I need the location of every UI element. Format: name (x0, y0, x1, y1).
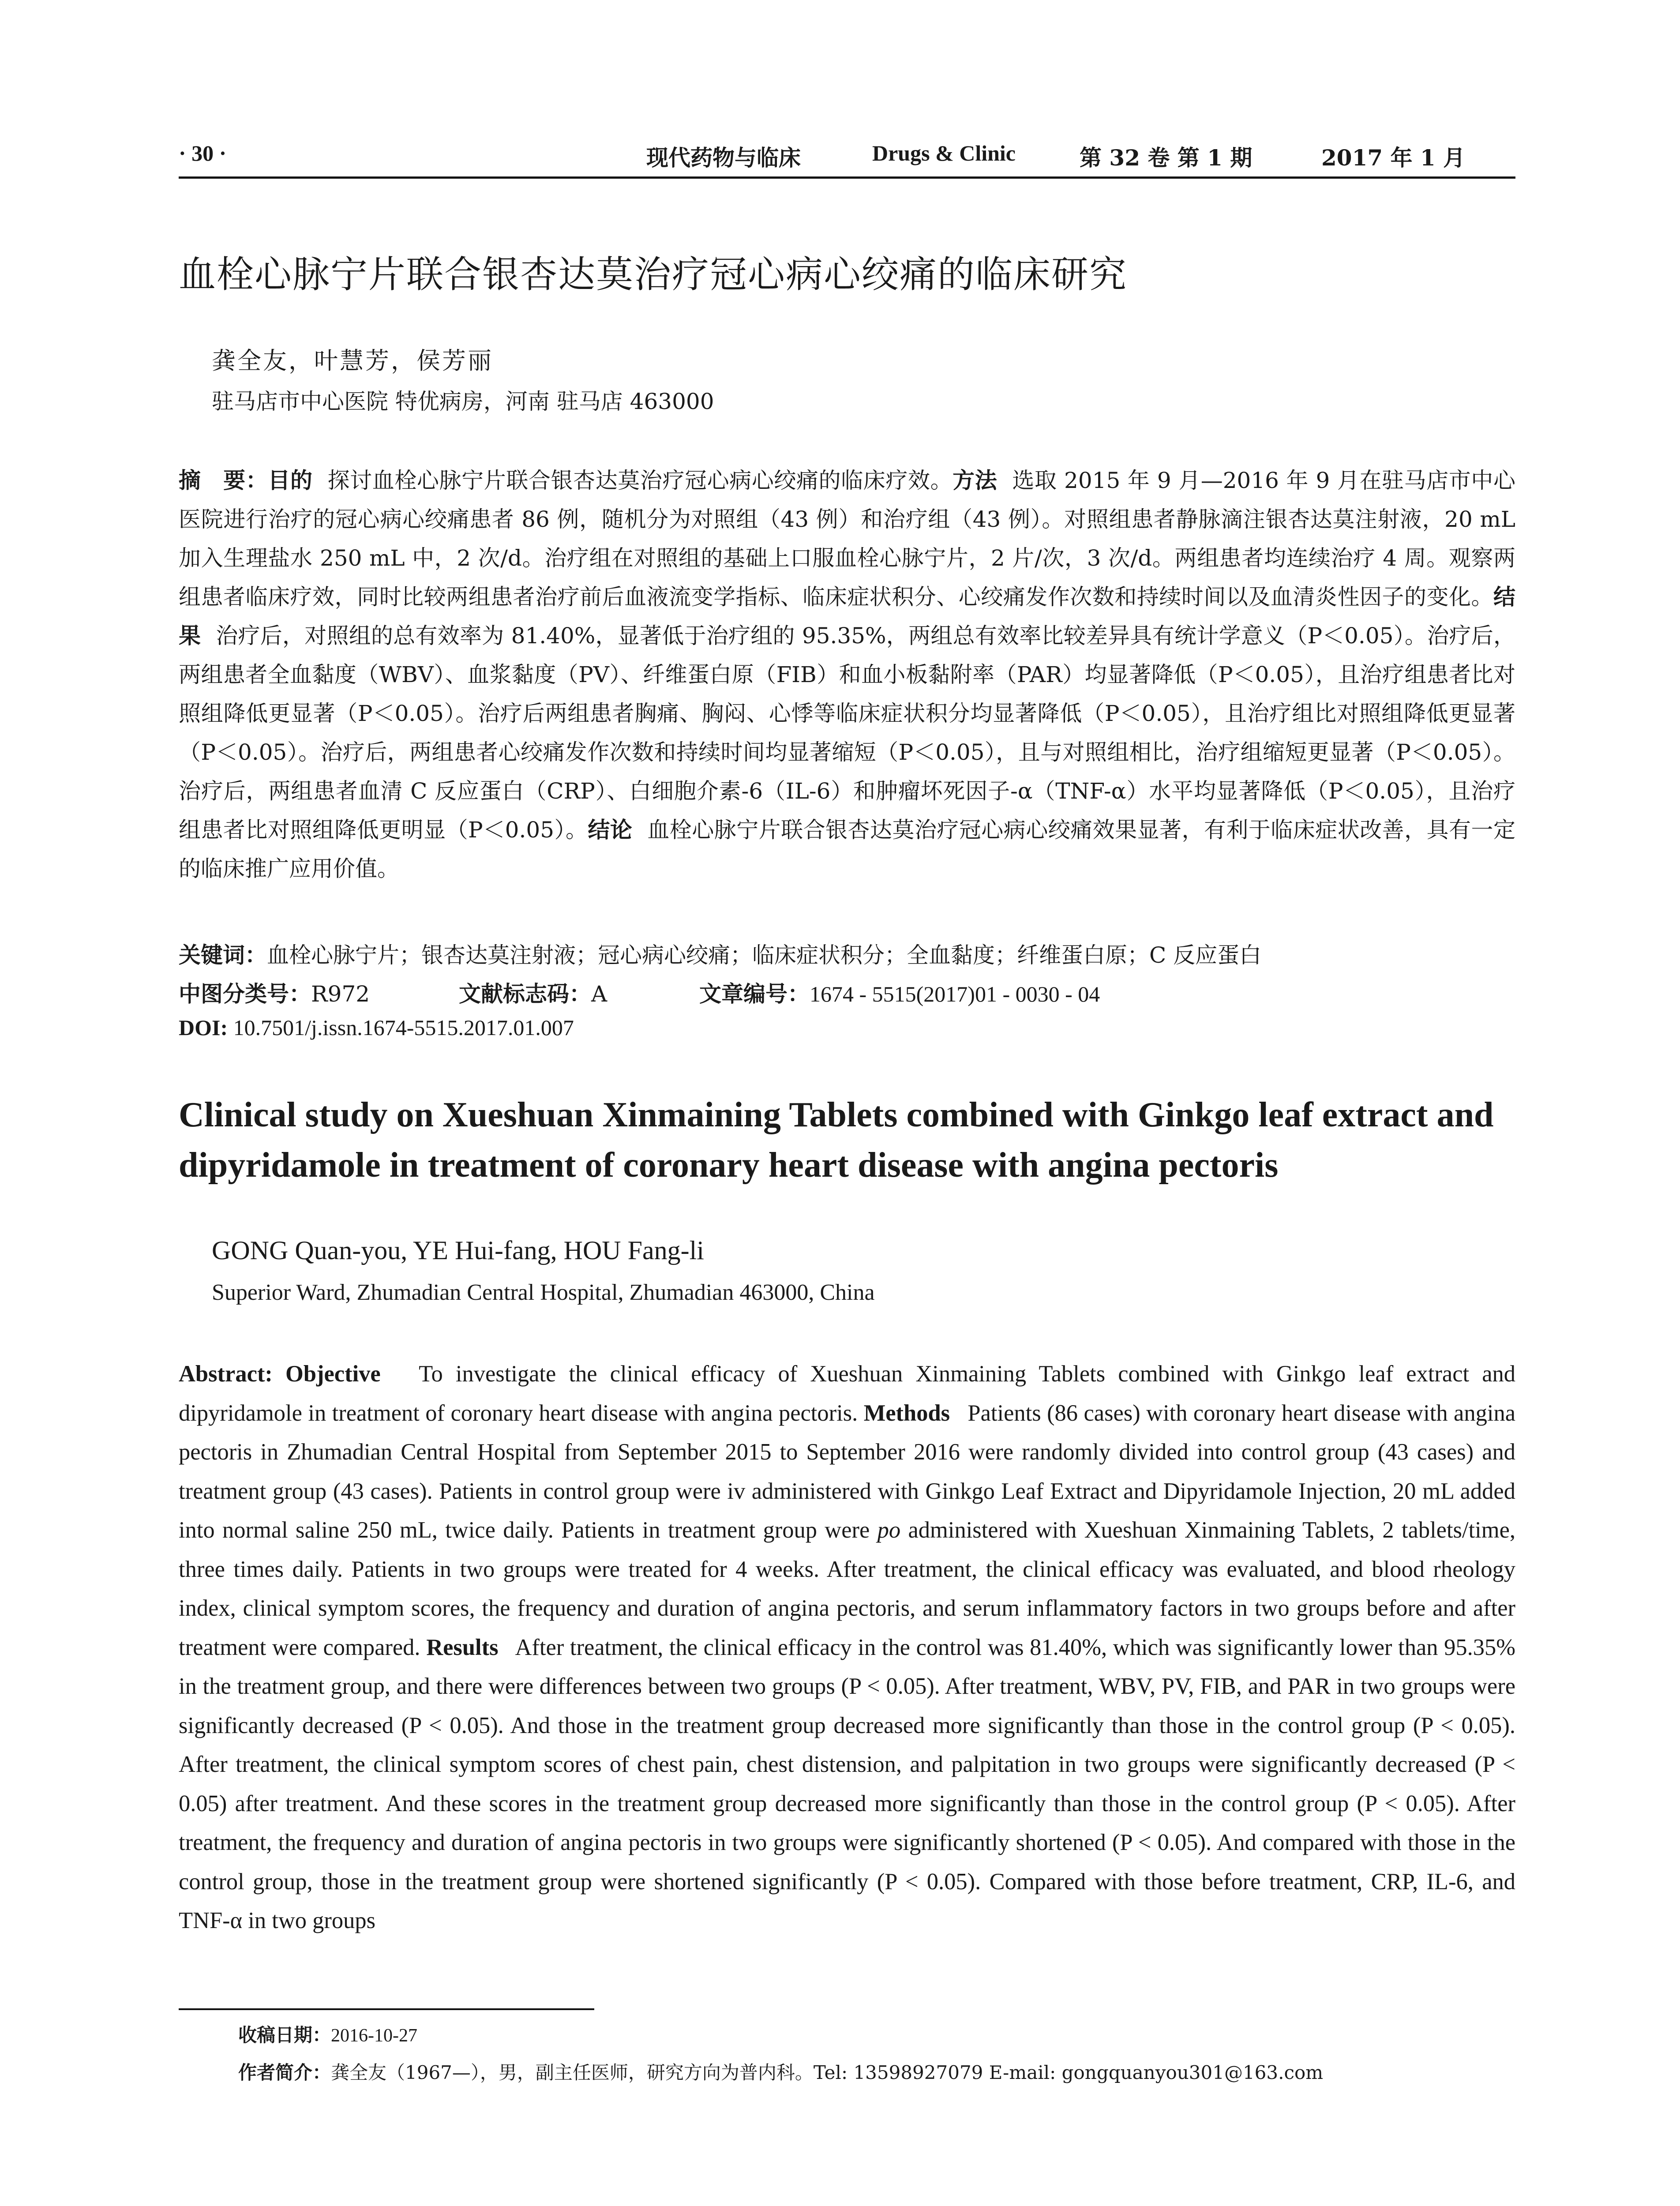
en-methods-label: Methods (863, 1400, 950, 1426)
issue-date: 2017 年 1 月 (1321, 145, 1466, 171)
footnote-divider (179, 2008, 594, 2010)
chinese-title: 血栓心脉宁片联合银杏达莫治疗冠心病心绞痛的临床研究 (179, 253, 1128, 296)
doc-code-label: 文献标志码： (459, 981, 591, 1007)
results-text: 治疗后，对照组的总有效率为 81.40%，显著低于治疗组的 95.35%，两组总有效率比较差异具有统计学意义（P＜0.05）。治疗后，两组患者全血黏度（WBV）、血浆黏度（PV）、纤维蛋白原（FIB）和血小板黏附率（PAR）均显著降低（P＜0.05），且治疗组患者比对照组降低更显著（P＜0.05）。治疗后两组患者胸痛、胸闷、心悸等临床症状积分均显著降低（P＜0.05），且治疗组比对照组降低更显著（P＜0.05）。治疗后，两组患者心绞痛发作次数和持续时间均显著缩短（P＜0.05），且与对照组相比，治疗组缩短更显著（P＜0.05）。治疗后，两组患者血清 C 反应蛋白（CRP）、白细胞介素-6（IL-6）和肿瘤坏死因子-α（TNF-α）水平均显著降低（P＜0.05），且治疗组患者比对照组降低更明显（P＜0.05）。 (179, 623, 1515, 843)
clc-value: R972 (311, 981, 370, 1007)
en-methods-po: po (877, 1517, 901, 1543)
chinese-abstract (179, 461, 1515, 888)
volume-issue: 第 32 卷 第 1 期 (1080, 145, 1252, 171)
header-divider (179, 176, 1515, 179)
methods-label: 方法 (952, 468, 998, 493)
author-bio (238, 2058, 1323, 2085)
methods-text: 选取 2015 年 9 月—2016 年 9 月在驻马店市中心医院进行治疗的冠心病心绞痛患者 86 例，随机分为对照组（43 例）和治疗组（43 例）。对照组患者静脉滴注银杏达莫注射液，20 mL 加入生理盐水 250 mL 中，2 次/d。治疗组在对照组的基础上口服血栓心脉宁片，2 片/次，3 次/d。两组患者均连续治疗 4 周。观察两组患者临床疗效，同时比较两组患者治疗前后血液流变学指标、临床症状积分、心绞痛发作次数和持续时间以及血清炎性因子的变化。 (179, 468, 1515, 610)
journal-name-en: Drugs & Clinic (872, 141, 1016, 165)
objective-label: 目的 (268, 468, 313, 493)
doi-label: DOI: (179, 1015, 228, 1040)
results-label: 结果 (179, 584, 1515, 649)
en-abstract-label: Abstract: (179, 1361, 273, 1387)
classification-line (179, 976, 370, 1008)
doi-line (179, 1015, 574, 1040)
english-affiliation: Superior Ward, Zhumadian Central Hospital, Zhumadian 463000, China (212, 1280, 875, 1305)
running-header (179, 140, 1515, 172)
clc-label: 中图分类号： (179, 981, 311, 1007)
article-no-value: 1674 - 5515(2017)01 - 0030 - 04 (810, 982, 1100, 1006)
english-authors: GONG Quan-you, YE Hui-fang, HOU Fang-li (212, 1236, 704, 1265)
chinese-authors: 龚全友，叶慧芳，侯芳丽 (212, 347, 493, 375)
doc-code-value: A (591, 981, 608, 1007)
keywords-label: 关键词： (179, 942, 267, 968)
en-objective-label: Objective (285, 1361, 381, 1387)
author-bio-label: 作者简介： (238, 2062, 331, 2083)
abstract-label: 摘 要： (179, 468, 268, 493)
chinese-keywords (179, 938, 1261, 969)
article-no-label: 文章编号： (699, 981, 810, 1007)
doi-link[interactable]: 10.7501/j.issn.1674-5515.2017.01.007 (233, 1015, 574, 1040)
author-bio-text: 龚全友（1967—），男，副主任医师，研究方向为普内科。Tel: 13598927079 E-mail: gongquanyou301@163.com (331, 2062, 1324, 2083)
page-number: · 30 · (179, 141, 227, 165)
english-title: Clinical study on Xueshuan Xinmaining Tablets combined with Ginkgo leaf extract and dipyridamole in treatment of coronary heart disease with angina pectoris (179, 1095, 1494, 1185)
en-results-label: Results (426, 1634, 499, 1660)
received-date (238, 2021, 417, 2047)
received-label: 收稿日期： (238, 2024, 331, 2046)
en-results-text: After treatment, the clinical efficacy in the control was 81.40%, which was significantly lower than 95.35% in the treatment group, and there were differences between two groups (P < 0.05). After treatment, WBV, PV, FIB, and PAR in two groups were significantly decreased (P < 0.05). And those in the treatment group decreased more significantly than those in the control group (P < 0.05). After treatment, the clinical symptom scores of chest pain, chest distension, and palpitation in two groups were significantly decreased (P < 0.05) after treatment. And these scores in the treatment group decreased more significantly than those in the control group (P < 0.05). After treatment, the frequency and duration of angina pectoris in two groups were significantly shortened (P < 0.05). And compared with those in the control group, those in the treatment group were shortened significantly (P < 0.05). Compared with those before treatment, CRP, IL-6, and TNF-α in two groups (179, 1634, 1516, 1933)
keywords-text: 血栓心脉宁片；银杏达莫注射液；冠心病心绞痛；临床症状积分；全血黏度；纤维蛋白原；C 反应蛋白 (267, 942, 1262, 968)
en-objective-text: To investigate the clinical efficacy of Xueshuan Xinmaining Tablets combined with Ginkgo leaf extract and dipyridamole in treatment of coronary heart disease with angina pectoris. (179, 1361, 1516, 1426)
en-methods-text-cont: administered with Xueshuan Xinmaining Tablets, 2 tablets/time, three times daily. Patients in two groups were treated for 4 weeks. After treatment, the clinical efficacy was evaluated, and blood rheology index, clinical symptom scores, the frequency and duration of angina pectoris, and serum inflammatory factors in two groups before and after treatment were compared. (179, 1517, 1516, 1660)
received-value: 2016-10-27 (331, 2026, 417, 2046)
conclusion-label: 结论 (588, 817, 633, 843)
objective-text: 探讨血栓心脉宁片联合银杏达莫治疗冠心病心绞痛的临床疗效。 (327, 468, 953, 493)
conclusion-text: 血栓心脉宁片联合银杏达莫治疗冠心病心绞痛效果显著，有利于临床症状改善，具有一定的临床推广应用价值。 (179, 817, 1515, 882)
chinese-affiliation: 驻马店市中心医院 特优病房，河南 驻马店 463000 (212, 389, 714, 414)
document-code (459, 976, 607, 1008)
article-number (699, 976, 1100, 1008)
english-abstract (179, 1354, 1515, 1940)
journal-name-cn: 现代药物与临床 (646, 145, 801, 171)
en-methods-text: Patients (86 cases) with coronary heart disease with angina pectoris in Zhumadian Central Hospital from September 2015 to September 2016 were randomly divided into control group (43 cases) and treatment group (43 cases). Patients in control group were iv administered with Ginkgo Leaf Extract and Dipyridamole Injection, 20 mL added into normal saline 250 mL, twice daily. Patients in treatment group were (179, 1400, 1516, 1543)
